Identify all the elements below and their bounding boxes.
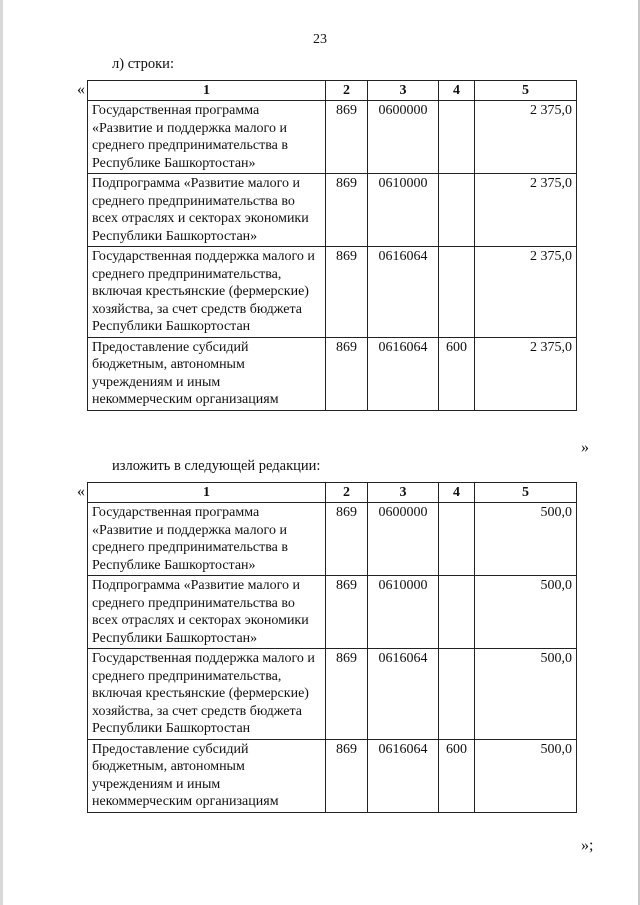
col-header-4: 4 bbox=[439, 81, 475, 101]
row-vr: 600 bbox=[439, 337, 475, 410]
col-header-3: 3 bbox=[368, 483, 439, 503]
row-ved: 869 bbox=[326, 337, 368, 410]
scan-left-edge bbox=[0, 0, 3, 905]
col-header-4: 4 bbox=[439, 483, 475, 503]
row-vr bbox=[439, 247, 475, 338]
col-header-5: 5 bbox=[475, 483, 577, 503]
col-header-2: 2 bbox=[326, 81, 368, 101]
row-name: Подпрограмма «Развитие малого и среднего предпринимательства во всех отраслях и секторах экономики Республики Башкортостан» bbox=[88, 174, 326, 247]
table-row bbox=[88, 337, 577, 410]
row-amount: 2 375,0 bbox=[475, 247, 577, 338]
table-row bbox=[88, 247, 577, 338]
col-header-3: 3 bbox=[368, 81, 439, 101]
row-amount: 2 375,0 bbox=[475, 101, 577, 174]
table-row bbox=[88, 503, 577, 576]
row-amount: 2 375,0 bbox=[475, 174, 577, 247]
row-name: Государственная поддержка малого и среднего предпринимательства, включая крестьянские (фермерские) хозяйства, за счет средств бюджета Республики Башкортостан bbox=[88, 247, 326, 338]
row-csr: 0616064 bbox=[368, 649, 439, 740]
row-csr: 0610000 bbox=[368, 174, 439, 247]
row-name: Подпрограмма «Развитие малого и среднего предпринимательства во всех отраслях и секторах экономики Республики Башкортостан» bbox=[88, 576, 326, 649]
header-row bbox=[88, 81, 577, 101]
row-csr: 0600000 bbox=[368, 503, 439, 576]
table-row bbox=[88, 649, 577, 740]
opening-quote-new: « bbox=[77, 483, 85, 500]
row-vr: 600 bbox=[439, 739, 475, 812]
row-ved: 869 bbox=[326, 101, 368, 174]
table-row bbox=[88, 739, 577, 812]
new-rows-table bbox=[87, 482, 577, 813]
col-header-5: 5 bbox=[475, 81, 577, 101]
table-row bbox=[88, 101, 577, 174]
row-ved: 869 bbox=[326, 739, 368, 812]
row-vr bbox=[439, 576, 475, 649]
col-header-1: 1 bbox=[88, 483, 326, 503]
row-csr: 0616064 bbox=[368, 247, 439, 338]
row-csr: 0600000 bbox=[368, 101, 439, 174]
page-number: 23 bbox=[313, 32, 327, 47]
intro-label: л) строки: bbox=[112, 56, 174, 72]
opening-quote-current: « bbox=[77, 81, 85, 98]
row-vr bbox=[439, 503, 475, 576]
col-header-2: 2 bbox=[326, 483, 368, 503]
row-csr: 0610000 bbox=[368, 576, 439, 649]
row-amount: 500,0 bbox=[475, 739, 577, 812]
header-row bbox=[88, 483, 577, 503]
row-ved: 869 bbox=[326, 174, 368, 247]
col-header-1: 1 bbox=[88, 81, 326, 101]
row-vr bbox=[439, 101, 475, 174]
row-amount: 500,0 bbox=[475, 649, 577, 740]
row-vr bbox=[439, 649, 475, 740]
row-amount: 500,0 bbox=[475, 503, 577, 576]
table-row bbox=[88, 576, 577, 649]
row-ved: 869 bbox=[326, 503, 368, 576]
row-amount: 2 375,0 bbox=[475, 337, 577, 410]
row-vr bbox=[439, 174, 475, 247]
row-name: Государственная программа «Развитие и поддержка малого и среднего предпринимательства в Республике Башкортостан» bbox=[88, 101, 326, 174]
row-name: Предоставление субсидий бюджетным, автономным учреждениям и иным некоммерческим организациям bbox=[88, 337, 326, 410]
table-row bbox=[88, 174, 577, 247]
replace-label: изложить в следующей редакции: bbox=[112, 458, 321, 474]
row-ved: 869 bbox=[326, 649, 368, 740]
row-csr: 0616064 bbox=[368, 337, 439, 410]
row-amount: 500,0 bbox=[475, 576, 577, 649]
row-name: Государственная программа «Развитие и поддержка малого и среднего предпринимательства в Республике Башкортостан» bbox=[88, 503, 326, 576]
row-ved: 869 bbox=[326, 576, 368, 649]
closing-quote-current: » bbox=[581, 439, 589, 456]
closing-quote-new: »; bbox=[581, 837, 594, 854]
current-rows-table bbox=[87, 80, 577, 411]
row-name: Государственная поддержка малого и среднего предпринимательства, включая крестьянские (фермерские) хозяйства, за счет средств бюджета Республики Башкортостан bbox=[88, 649, 326, 740]
row-name: Предоставление субсидий бюджетным, автономным учреждениям и иным некоммерческим организациям bbox=[88, 739, 326, 812]
row-csr: 0616064 bbox=[368, 739, 439, 812]
row-ved: 869 bbox=[326, 247, 368, 338]
